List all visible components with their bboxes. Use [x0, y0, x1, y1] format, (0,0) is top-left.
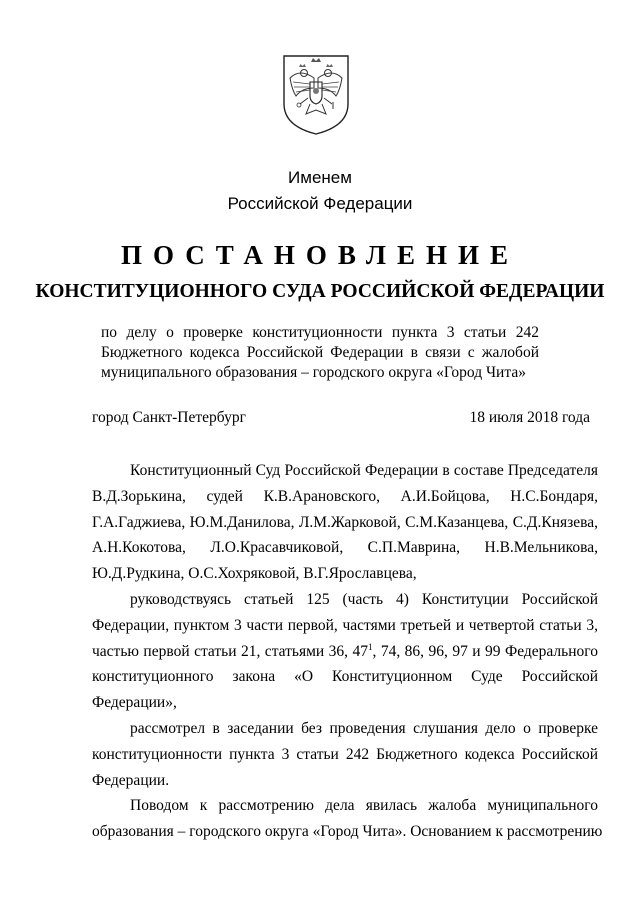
body-line: [92, 639, 598, 665]
body-line: В.Д.Зорькина, судей К.В.Арановского, А.И.Бойцова, Н.С.Бондаря,: [92, 487, 598, 505]
double-headed-eagle-icon: [280, 52, 352, 136]
body-line: Федерации, пунктом 3 части первой, частями третьей и четвертой статьи 3,: [92, 616, 598, 634]
body-line: образования – городского округа «Город Чита». Основанием к рассмотрению: [92, 823, 603, 841]
body-line: конституционности пункта 3 статьи 242 Бюджетного кодекса Российской: [92, 745, 598, 763]
coat-of-arms-emblem: [280, 52, 352, 136]
date: 18 июля 2018 года: [469, 409, 590, 426]
case-title-line-2: Бюджетного кодекса Российской Федерации в связи с жалобой: [101, 344, 539, 361]
preamble-line-1: Именем: [288, 168, 352, 187]
body-line: Поводом к рассмотрению дела явилась жалоба муниципального: [130, 797, 598, 815]
case-title-line-1: по делу о проверке конституционности пункта 3 статьи 242: [101, 324, 539, 341]
document-subtitle: КОНСТИТУЦИОННОГО СУДА РОССИЙСКОЙ ФЕДЕРАЦИИ: [35, 281, 605, 302]
case-title: [101, 323, 539, 383]
body-line: Ю.Д.Рудкина, О.С.Хохряковой, В.Г.Ярославцева,: [92, 565, 417, 583]
body-line: конституционного закона «О Конституционном Суде Российской: [92, 668, 598, 686]
body-line-part: , 74, 86, 96, 97 и 99 Федерального: [372, 642, 598, 660]
body-line: Конституционный Суд Российской Федерации в составе Председателя: [130, 462, 598, 479]
body-line: Федерации.: [92, 771, 170, 789]
body-line: рассмотрел в заседании без проведения слушания дело о проверке: [130, 719, 598, 737]
document-title: ПОСТАНОВЛЕНИЕ: [120, 240, 520, 270]
body-line: Федерации»,: [92, 694, 177, 712]
preamble-line-2: Российской Федерации: [227, 194, 413, 213]
footnote-superscript: 1: [368, 641, 373, 652]
document-body: [92, 458, 603, 845]
body-line: Г.А.Гаджиева, Ю.М.Данилова, Л.М.Жарковой, С.М.Казанцева, С.Д.Князева,: [92, 513, 598, 531]
place-date-row: [92, 409, 590, 427]
body-line: А.Н.Кокотова, Л.О.Красавчиковой, С.П.Маврина, Н.В.Мельникова,: [92, 539, 598, 557]
body-line-part: частью первой статьи 21, статьями 36, 47: [92, 642, 368, 660]
case-title-line-3: муниципального образования – городского округа «Город Чита»: [101, 364, 526, 381]
body-line: руководствуясь статьей 125 (часть 4) Конституции Российской: [130, 590, 598, 608]
place: город Санкт-Петербург: [92, 409, 246, 426]
